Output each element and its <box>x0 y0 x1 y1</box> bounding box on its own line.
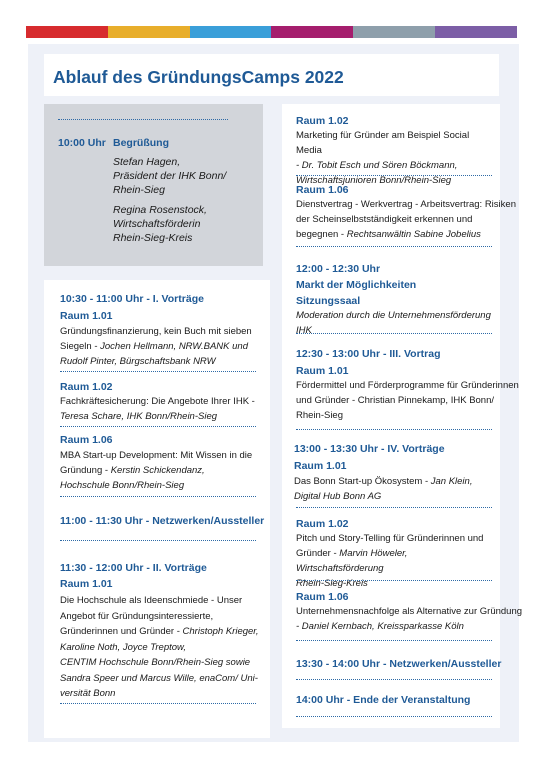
divider <box>296 679 492 680</box>
text-line <box>60 671 265 687</box>
text-part: begegnen - <box>296 229 347 240</box>
stripe-purple <box>435 26 517 38</box>
speaker: Karoline Noth, Joyce Treptow, <box>60 641 187 653</box>
speaker: Wirtschaftsjunioren Bonn/Rhein-Sieg <box>296 175 452 186</box>
divider <box>296 580 492 581</box>
divider <box>58 119 228 120</box>
event-end: 14:00 Uhr - Ende der Veranstaltung <box>296 694 471 706</box>
speaker: Digital Hub Bonn AG <box>294 491 382 502</box>
divider <box>60 703 256 704</box>
speaker-role: Rhein-Sieg <box>113 184 165 196</box>
speaker-name: Stefan Hagen, <box>113 156 181 168</box>
room-label: Raum 1.02 <box>296 518 349 530</box>
stripe-yellow <box>108 26 190 38</box>
text-part: Gründer - <box>296 548 340 559</box>
welcome-speakers <box>113 155 226 245</box>
text-line <box>60 640 265 656</box>
text-line <box>296 158 496 173</box>
text-line <box>60 463 265 478</box>
text-line <box>60 655 265 671</box>
text-line: und Gründer - Christian Pinnekamp, IHK Bonn/ <box>296 395 495 406</box>
divider <box>296 246 492 247</box>
session-text <box>296 128 496 188</box>
text-line <box>296 619 496 634</box>
stripe-magenta <box>271 26 353 38</box>
text-line <box>60 409 265 424</box>
divider <box>296 175 492 176</box>
page-title: Ablauf des GründungsCamps 2022 <box>53 67 344 87</box>
market-room: Sitzungssaal <box>296 295 361 307</box>
divider <box>60 426 256 427</box>
room-label: Raum 1.02 <box>296 115 349 127</box>
divider <box>60 371 256 372</box>
room-label: Raum 1.02 <box>60 381 113 393</box>
block4-time: 13:00 - 13:30 Uhr - IV. Vorträge <box>294 443 445 455</box>
welcome-time: 10:00 Uhr <box>58 137 106 149</box>
text-line <box>60 686 265 702</box>
block2-time: 11:30 - 12:00 Uhr - II. Vorträge <box>60 562 207 574</box>
moderation-text: Moderation durch die Unternehmensförderung IHK <box>296 310 491 336</box>
networking-break: 13:30 - 14:00 Uhr - Netzwerken/Aussteller <box>296 658 502 670</box>
session-text <box>296 378 519 423</box>
text-line <box>296 227 496 242</box>
speaker: Marvin Höweler, Wirtschaftsförderung <box>296 548 408 574</box>
text-line <box>296 546 496 576</box>
divider <box>296 429 492 430</box>
text-part: Gründung - <box>60 465 111 476</box>
speaker-name: Regina Rosenstock, <box>113 204 207 216</box>
text-line: Dienstvertrag - Werkvertrag - Arbeitsvertrag: Risiken <box>296 199 516 210</box>
text-part: Das Bonn Start-up Ökosystem - <box>294 476 431 487</box>
text-line: Unternehmensnachfolge als Alternative zur Gründung <box>296 606 523 617</box>
session-text <box>60 394 265 424</box>
session-text <box>60 448 265 493</box>
text-line <box>60 339 265 354</box>
text-line: Marketing für Gründer am Beispiel Social Media <box>296 130 470 156</box>
text-part: Gründerinnen und Gründer - <box>60 626 183 637</box>
text-line: Gründungsfinanzierung, kein Buch mit sieben <box>60 326 252 337</box>
speaker: Kerstin Schickendanz, <box>110 465 205 476</box>
text-line: Fachkräftesicherung: Die Angebote Ihrer IHK - <box>60 396 255 407</box>
session-text <box>294 474 494 504</box>
session-text <box>60 593 265 702</box>
speaker: Jochen Hellmann, NRW.BANK und <box>100 341 248 352</box>
text-line <box>60 624 265 640</box>
text-line: Fördermittel und Förderprogramme für Gründerinnen <box>296 380 519 391</box>
room-label: Raum 1.06 <box>296 184 349 196</box>
market-title: Markt der Möglichkeiten <box>296 279 417 291</box>
speaker: Jan Klein, <box>430 476 473 487</box>
text-line: Die Hochschule als Ideenschmiede - Unser <box>60 595 243 606</box>
speaker: Rudolf Pinter, Bürgschaftsbank NRW <box>60 356 216 367</box>
text-line <box>294 489 494 504</box>
text-part: Siegeln - <box>60 341 101 352</box>
room-label: Raum 1.06 <box>60 434 113 446</box>
text-line: der Scheinselbstständigkeit erkennen und <box>296 214 473 225</box>
text-line <box>296 576 496 591</box>
session-text <box>296 197 516 242</box>
stripe-blue <box>190 26 272 38</box>
room-label: Raum 1.01 <box>296 365 349 377</box>
text-line <box>60 478 265 493</box>
speaker: - Dr. Tobit Esch und Sören Böckmann, <box>296 160 458 171</box>
speaker-role: Wirtschaftsförderin <box>113 218 201 230</box>
speaker: Rhein-Sieg-Kreis <box>296 578 368 589</box>
speaker-role: Rhein-Sieg-Kreis <box>113 232 193 244</box>
speaker: versität Bonn <box>60 688 116 699</box>
speaker: Rechtsanwältin Sabine Jobelius <box>346 229 481 240</box>
divider <box>296 716 492 717</box>
welcome-label: Begrüßung <box>113 137 169 149</box>
market-time: 12:00 - 12:30 Uhr <box>296 263 381 275</box>
divider <box>60 540 256 541</box>
speaker: - Daniel Kernbach, Kreissparkasse Köln <box>296 621 464 632</box>
room-label: Raum 1.01 <box>60 310 113 322</box>
stripe-gray <box>353 26 435 38</box>
speaker: Teresa Schare, IHK Bonn/Rhein-Sieg <box>60 411 218 422</box>
speaker-role: Präsident der IHK Bonn/ <box>113 170 227 182</box>
divider <box>60 496 256 497</box>
divider <box>296 640 492 641</box>
stripe-red <box>26 26 108 38</box>
speaker: CENTIM Hochschule Bonn/Rhein-Sieg sowie <box>60 657 251 668</box>
divider <box>296 333 492 334</box>
speaker: Sandra Speer und Marcus Wille, enaCom/ Uni- <box>60 672 258 684</box>
speaker: Christoph Krieger, <box>182 626 259 637</box>
room-label: Raum 1.01 <box>294 460 347 472</box>
color-stripe <box>26 26 517 38</box>
text-line <box>60 354 265 369</box>
text-line: MBA Start-up Development: Mit Wissen in die <box>60 450 253 461</box>
divider <box>296 507 492 508</box>
session-text <box>296 604 523 634</box>
text-line: Angebot für Gründungsinteressierte, <box>60 610 214 622</box>
room-label: Raum 1.06 <box>296 591 349 603</box>
text-line <box>294 474 494 489</box>
speaker: Hochschule Bonn/Rhein-Sieg <box>60 480 185 491</box>
block1-time: 10:30 - 11:00 Uhr - I. Vorträge <box>60 293 204 305</box>
block3-time: 12:30 - 13:00 Uhr - III. Vortrag <box>296 348 441 360</box>
networking-break: 11:00 - 11:30 Uhr - Netzwerken/Aussteller <box>60 515 265 527</box>
session-text <box>60 324 265 369</box>
room-label: Raum 1.01 <box>60 578 113 590</box>
session-text <box>296 531 496 591</box>
text-line: Rhein-Sieg <box>296 410 343 421</box>
text-line: Pitch und Story-Telling für Gründerinnen und <box>296 533 484 544</box>
